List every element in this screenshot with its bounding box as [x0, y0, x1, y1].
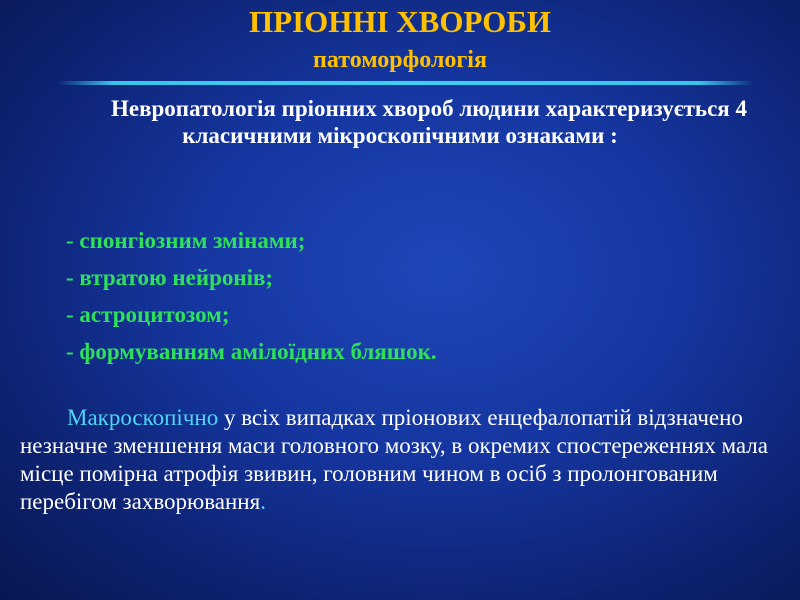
intro-sentence: Невропатологія пріонних хвороб людини характеризується 4 класичними мікроскопічними ознаками : — [111, 96, 747, 148]
para-end-mark: . — [260, 489, 266, 514]
list-item: - астроцитозом; — [66, 302, 230, 327]
intro-text — [20, 95, 780, 149]
para-lead-word: Макроскопічно — [67, 405, 219, 430]
slide-subtitle: патоморфологія — [313, 47, 487, 73]
signs-list — [66, 227, 437, 375]
list-item: - формуванням амілоїдних бляшок. — [66, 339, 437, 364]
slide-title: ПРІОННІ ХВОРОБИ — [249, 4, 551, 39]
list-item: - спонгіозним змінами; — [66, 228, 306, 253]
para-body: у всіх випадках пріонових енцефалопатій відзначено незначне зменшення маси головного мозку, в окремих спостереженнях мала місце помірна атрофія звивин, головним чином в осіб з пролонгованим перебігом захворювання — [20, 405, 768, 514]
macroscopic-paragraph — [20, 404, 780, 516]
title-divider — [58, 81, 754, 85]
list-item: - втратою нейронів; — [66, 265, 274, 290]
